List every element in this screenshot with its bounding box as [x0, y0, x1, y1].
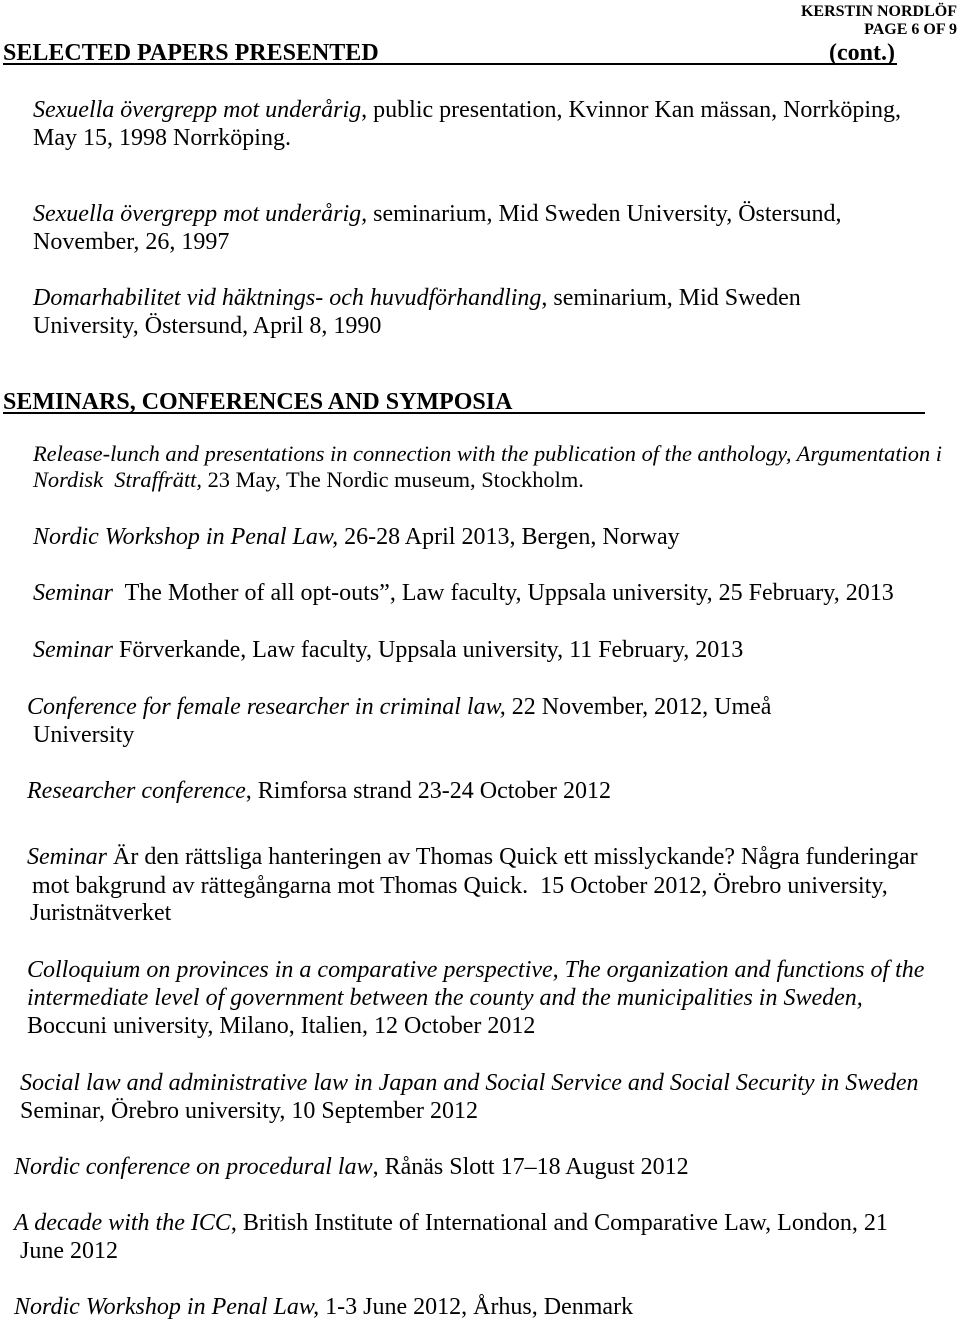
entry-details: Juristnätverket — [30, 900, 172, 926]
entry-line — [20, 1069, 919, 1097]
entry-line — [33, 636, 743, 664]
entry-details: June 2012 — [20, 1238, 118, 1264]
continued-label: (cont.) — [829, 40, 895, 66]
page-number: PAGE 6 OF 9 — [864, 21, 957, 38]
entry-line — [27, 843, 918, 871]
author-name: KERSTIN NORDLÖF — [800, 3, 957, 20]
entry-details: 23 May, The Nordic museum, Stockholm. — [202, 467, 584, 492]
entry-line — [20, 1237, 118, 1265]
entry-details: seminarium, Mid Sweden University, Östersund, — [367, 201, 842, 227]
section-heading-underline — [3, 412, 925, 414]
entry-details: The Mother of all opt-outs”, Law faculty, Uppsala university, 25 February, 2013 — [113, 580, 894, 606]
entry-details: May 15, 1998 Norrköping. — [33, 125, 291, 151]
entry-title: Sexuella övergrepp mot underårig — [33, 97, 362, 123]
entry-title: intermediate level of government between the county and the municipalities in Sweden, — [27, 985, 863, 1011]
entry-line — [20, 1097, 478, 1125]
section-heading: SEMINARS, CONFERENCES AND SYMPOSIA — [3, 389, 513, 415]
entry-line — [27, 956, 924, 984]
entry-details: University — [33, 722, 135, 748]
entry-line — [32, 872, 888, 900]
entry-line — [14, 1153, 689, 1181]
entry-details: Boccuni university, Milano, Italien, 12 October 2012 — [27, 1013, 536, 1039]
entry-title: Sexuella övergrepp mot underårig, — [33, 201, 368, 227]
entry-line — [33, 284, 801, 312]
entry-title: Nordic Workshop in Penal Law, — [33, 524, 339, 550]
entry-line — [30, 899, 171, 927]
entry-line — [33, 200, 842, 228]
entry-details: 1-3 June 2012, Århus, Denmark — [319, 1294, 634, 1320]
entry-title: Social law and administrative law in Japan and Social Service and Social Security in Sweden — [20, 1070, 919, 1096]
entry-title: A decade with the ICC — [14, 1210, 231, 1236]
entry-line — [33, 228, 229, 256]
entry-title: Researcher conference — [27, 778, 246, 804]
section-title-underline — [3, 63, 897, 65]
entry-details: November, 26, 1997 — [33, 229, 230, 255]
entry-details: Är den rättsliga hanteringen av Thomas Quick ett misslyckande? Några funderingar — [107, 844, 918, 870]
entry-details: 22 November, 2012, Umeå — [505, 694, 772, 720]
entry-title: Domarhabilitet vid häktnings- och huvudförhandling — [33, 285, 542, 311]
entry-details: mot bakgrund av rättegångarna mot Thomas Quick. 15 October 2012, Örebro university, — [32, 873, 888, 899]
entry-title: Release-lunch and presentations in connection with the publication of the anthology, Argumentation i — [33, 441, 942, 466]
entry-title: Nordic conference on procedural law — [14, 1154, 373, 1180]
entry-title: Conference for female researcher in criminal law, — [27, 694, 506, 720]
entry-details: University, Östersund, April 8, 1990 — [33, 313, 382, 339]
entry-line — [27, 1012, 535, 1040]
entry-title: Nordic Workshop in Penal Law, — [14, 1294, 320, 1320]
entry-details: , British Institute of International and Comparative Law, London, 21 — [230, 1210, 888, 1236]
entry-line — [33, 523, 680, 551]
entry-line — [33, 721, 134, 749]
entry-line — [33, 96, 901, 124]
entry-title: Seminar — [33, 637, 113, 663]
entry-line — [14, 1209, 888, 1237]
entry-details: , Rånäs Slott 17–18 August 2012 — [372, 1154, 689, 1180]
entry-line — [33, 441, 942, 467]
entry-line — [27, 693, 771, 721]
entry-title: Seminar — [33, 580, 113, 606]
entry-title: Seminar — [27, 844, 107, 870]
entry-line — [33, 467, 584, 493]
entry-details: , Rimforsa strand 23-24 October 2012 — [245, 778, 612, 804]
entry-details: Förverkande, Law faculty, Uppsala university, 11 February, 2013 — [113, 637, 744, 663]
entry-details: 26-28 April 2013, Bergen, Norway — [338, 524, 680, 550]
entry-line — [33, 579, 894, 607]
section-title: SELECTED PAPERS PRESENTED — [3, 40, 379, 66]
entry-line — [14, 1293, 633, 1321]
entry-title: Nordisk Straffrätt, — [33, 467, 202, 492]
entry-line — [27, 984, 863, 1012]
entry-line — [33, 124, 291, 152]
entry-line — [33, 312, 381, 340]
entry-line — [27, 777, 611, 805]
entry-details: Seminar, Örebro university, 10 September 2012 — [20, 1098, 479, 1124]
entry-title: Colloquium on provinces in a comparative perspective, The organization and functions of the — [27, 957, 925, 983]
entry-details: , public presentation, Kvinnor Kan mässan, Norrköping, — [361, 97, 902, 123]
entry-details: , seminarium, Mid Sweden — [541, 285, 801, 311]
